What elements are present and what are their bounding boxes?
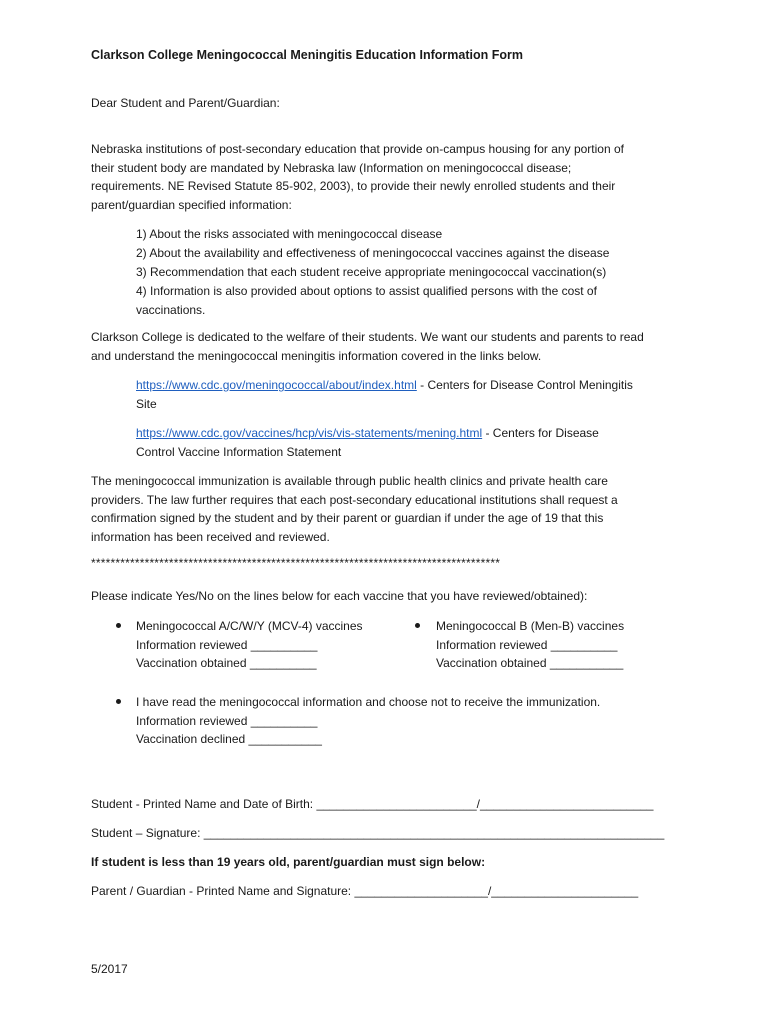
bullet-icon (116, 623, 121, 628)
requirements-list (136, 225, 676, 320)
vaccination-obtained-field[interactable]: Vaccination obtained __________ (136, 656, 317, 670)
immunization-line: The meningococcal immunization is available through public health clinics and private health care (91, 474, 608, 488)
dedication-line: and understand the meningococcal meningitis information covered in the links below. (91, 348, 542, 363)
info-reviewed-field[interactable]: Information reviewed __________ (136, 713, 318, 728)
vaccine-name: Meningococcal A/C/W/Y (MCV-4) vaccines (136, 619, 363, 633)
link-description: Site (136, 396, 157, 411)
immunization-paragraph (91, 472, 681, 546)
salutation: Dear Student and Parent/Guardian: (91, 96, 280, 110)
list-item: 3) Recommendation that each student receive appropriate meningococcal vaccination(s) (136, 265, 607, 279)
bullet-icon (116, 699, 121, 704)
info-reviewed-field[interactable]: Information reviewed __________ (136, 637, 318, 652)
list-item: 1) About the risks associated with meningococcal disease (136, 227, 443, 241)
footer-date: 5/2017 (91, 962, 128, 976)
link-description: Control Vaccine Information Statement (136, 444, 342, 459)
immunization-line: providers. The law further requires that each post-secondary educational institutions shall request a (91, 492, 618, 507)
info-reviewed-field[interactable]: Information reviewed __________ (436, 637, 618, 652)
intro-line: requirements. NE Revised Statute 85-902, 2003), to provide their newly enrolled students and their (91, 179, 616, 193)
list-item: vaccinations. (136, 303, 206, 317)
immunization-line: information has been received and reviewed. (91, 529, 330, 544)
student-name-dob-field[interactable]: Student - Printed Name and Date of Birth: ________________________/__________________________ (91, 797, 654, 811)
intro-paragraph (91, 140, 681, 214)
vaccination-obtained-field[interactable]: Vaccination obtained ___________ (436, 656, 624, 670)
cdc-vis-link[interactable]: https://www.cdc.gov/vaccines/hcp/vis/vis-statements/mening.html (136, 426, 483, 440)
vaccine-b-block (436, 617, 696, 673)
intro-line: Nebraska institutions of post-secondary education that provide on-campus housing for any portion of (91, 142, 624, 156)
intro-line: parent/guardian specified information: (91, 197, 292, 212)
cdc-meningitis-link[interactable]: https://www.cdc.gov/meningococcal/about/index.html (136, 378, 417, 392)
separator-line: ************************************************************************************ (91, 556, 501, 570)
reference-2 (136, 424, 681, 461)
link-description: - Centers for Disease (482, 426, 599, 440)
decline-block (136, 693, 681, 749)
dedication-line: Clarkson College is dedicated to the welfare of their students. We want our students and parents to read (91, 330, 644, 344)
parent-signature-field[interactable]: Parent / Guardian - Printed Name and Signature: ____________________/______________________ (91, 884, 639, 898)
parent-notice: If student is less than 19 years old, parent/guardian must sign below: (91, 855, 486, 869)
indicate-prompt: Please indicate Yes/No on the lines below for each vaccine that you have reviewed/obtained): (91, 589, 588, 603)
vaccination-declined-field[interactable]: Vaccination declined ___________ (136, 732, 322, 746)
list-item: 2) About the availability and effectiveness of meningococcal vaccines against the disease (136, 246, 610, 260)
bullet-icon (415, 623, 420, 628)
link-description: - Centers for Disease Control Meningitis (416, 378, 633, 392)
vaccine-acwy-block (136, 617, 406, 673)
immunization-line: confirmation signed by the student and by their parent or guardian if under the age of 19 that this (91, 511, 604, 525)
reference-1 (136, 376, 681, 413)
dedication-paragraph (91, 328, 681, 365)
vaccine-name: Meningococcal B (Men-B) vaccines (436, 619, 625, 633)
form-title: Clarkson College Meningococcal Meningitis Education Information Form (91, 48, 523, 62)
intro-line: their student body are mandated by Nebraska law (Information on meningococcal disease; (91, 160, 572, 175)
student-signature-field[interactable]: Student – Signature: _____________________________________________________________________ (91, 826, 665, 840)
list-item: 4) Information is also provided about options to assist qualified persons with the cost of (136, 284, 597, 298)
decline-statement: I have read the meningococcal information and choose not to receive the immunization. (136, 695, 601, 709)
